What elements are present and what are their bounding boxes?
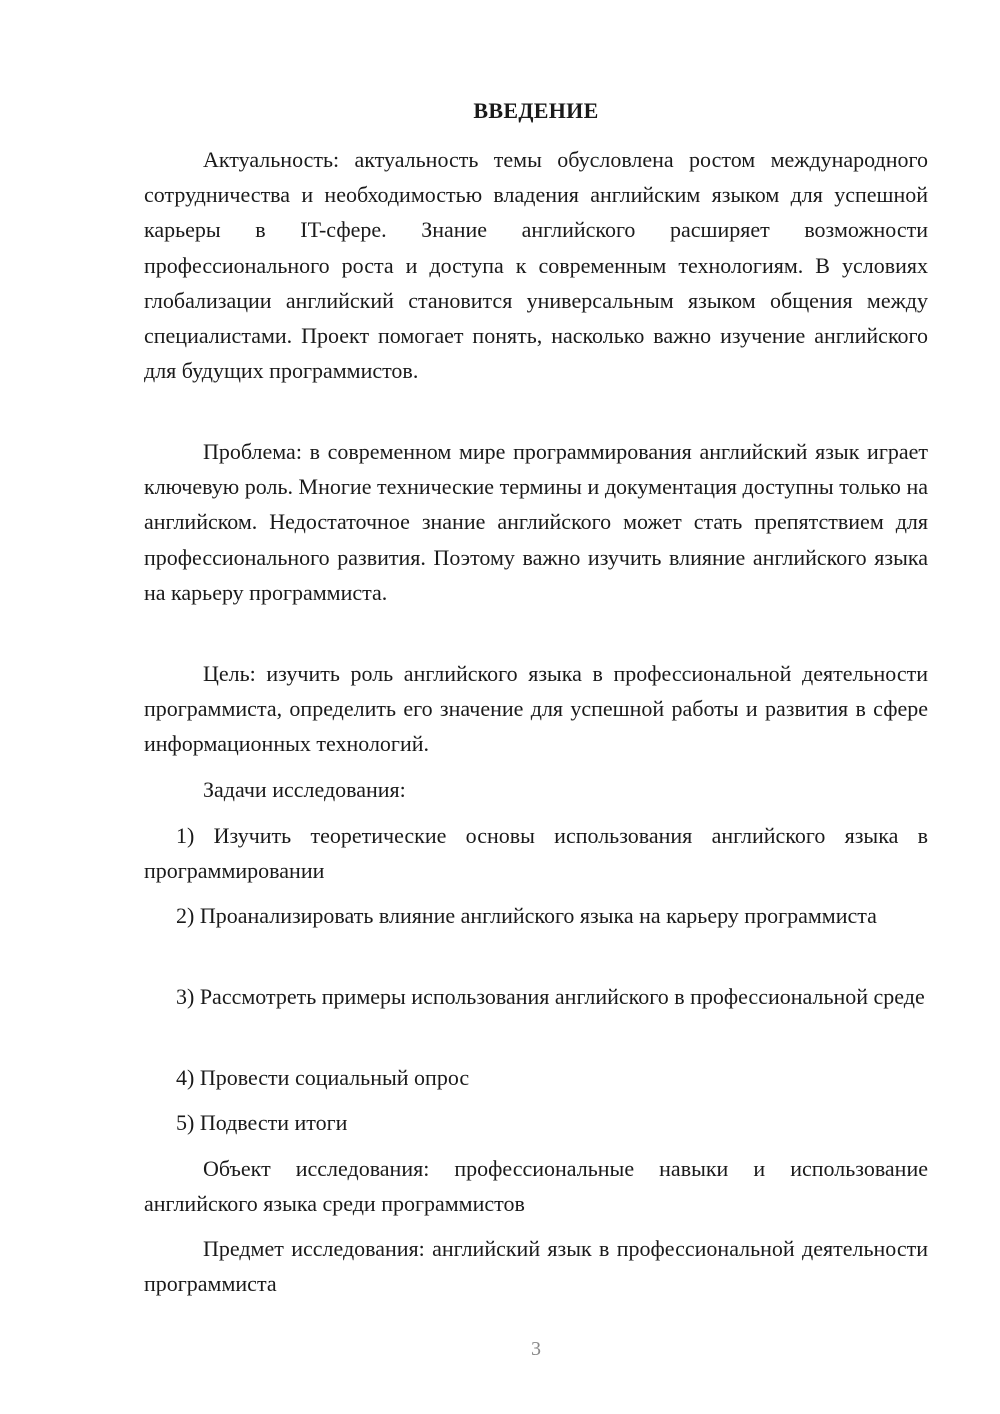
task-item-4: 4) Провести социальный опрос	[176, 1065, 470, 1090]
relevance-paragraph: Актуальность: актуальность темы обусловлена ростом международного сотрудничества и необходимостью владения английским языком для успешной карьеры в IT-сфере. Знание английского расширяет возможности профессионального роста и доступа к современным технологиям. В условиях глобализации английский становится универсальным языком общения между специалистами. Проект помогает понять, насколько важно изучение английского для будущих программистов.	[144, 147, 928, 384]
task-item-5: 5) Подвести итоги	[176, 1110, 348, 1135]
page-number: 3	[531, 1338, 541, 1360]
task-item-1: 1) Изучить теоретические основы использования английского языка в программировании	[144, 823, 928, 884]
object-paragraph: Объект исследования: профессиональные навыки и использование английского языка среди программистов	[144, 1156, 928, 1217]
problem-paragraph: Проблема: в современном мире программирования английский язык играет ключевую роль. Многие технические термины и документация доступны только на английском. Недостаточное знание английского может стать препятствием для профессионального развития. Поэтому важно изучить влияние английского языка на карьеру программиста.	[144, 439, 928, 605]
subject-paragraph: Предмет исследования: английский язык в профессиональной деятельности программиста	[144, 1236, 928, 1297]
task-item-3: 3) Рассмотреть примеры использования английского в профессиональной среде	[176, 984, 925, 1009]
task-item-2: 2) Проанализировать влияние английского языка на карьеру программиста	[176, 903, 877, 928]
goal-paragraph: Цель: изучить роль английского языка в профессиональной деятельности программиста, определить его значение для успешной работы и развития в сфере информационных технологий.	[144, 661, 928, 757]
section-title: ВВЕДЕНИЕ	[473, 98, 599, 123]
tasks-heading: Задачи исследования:	[203, 777, 406, 802]
